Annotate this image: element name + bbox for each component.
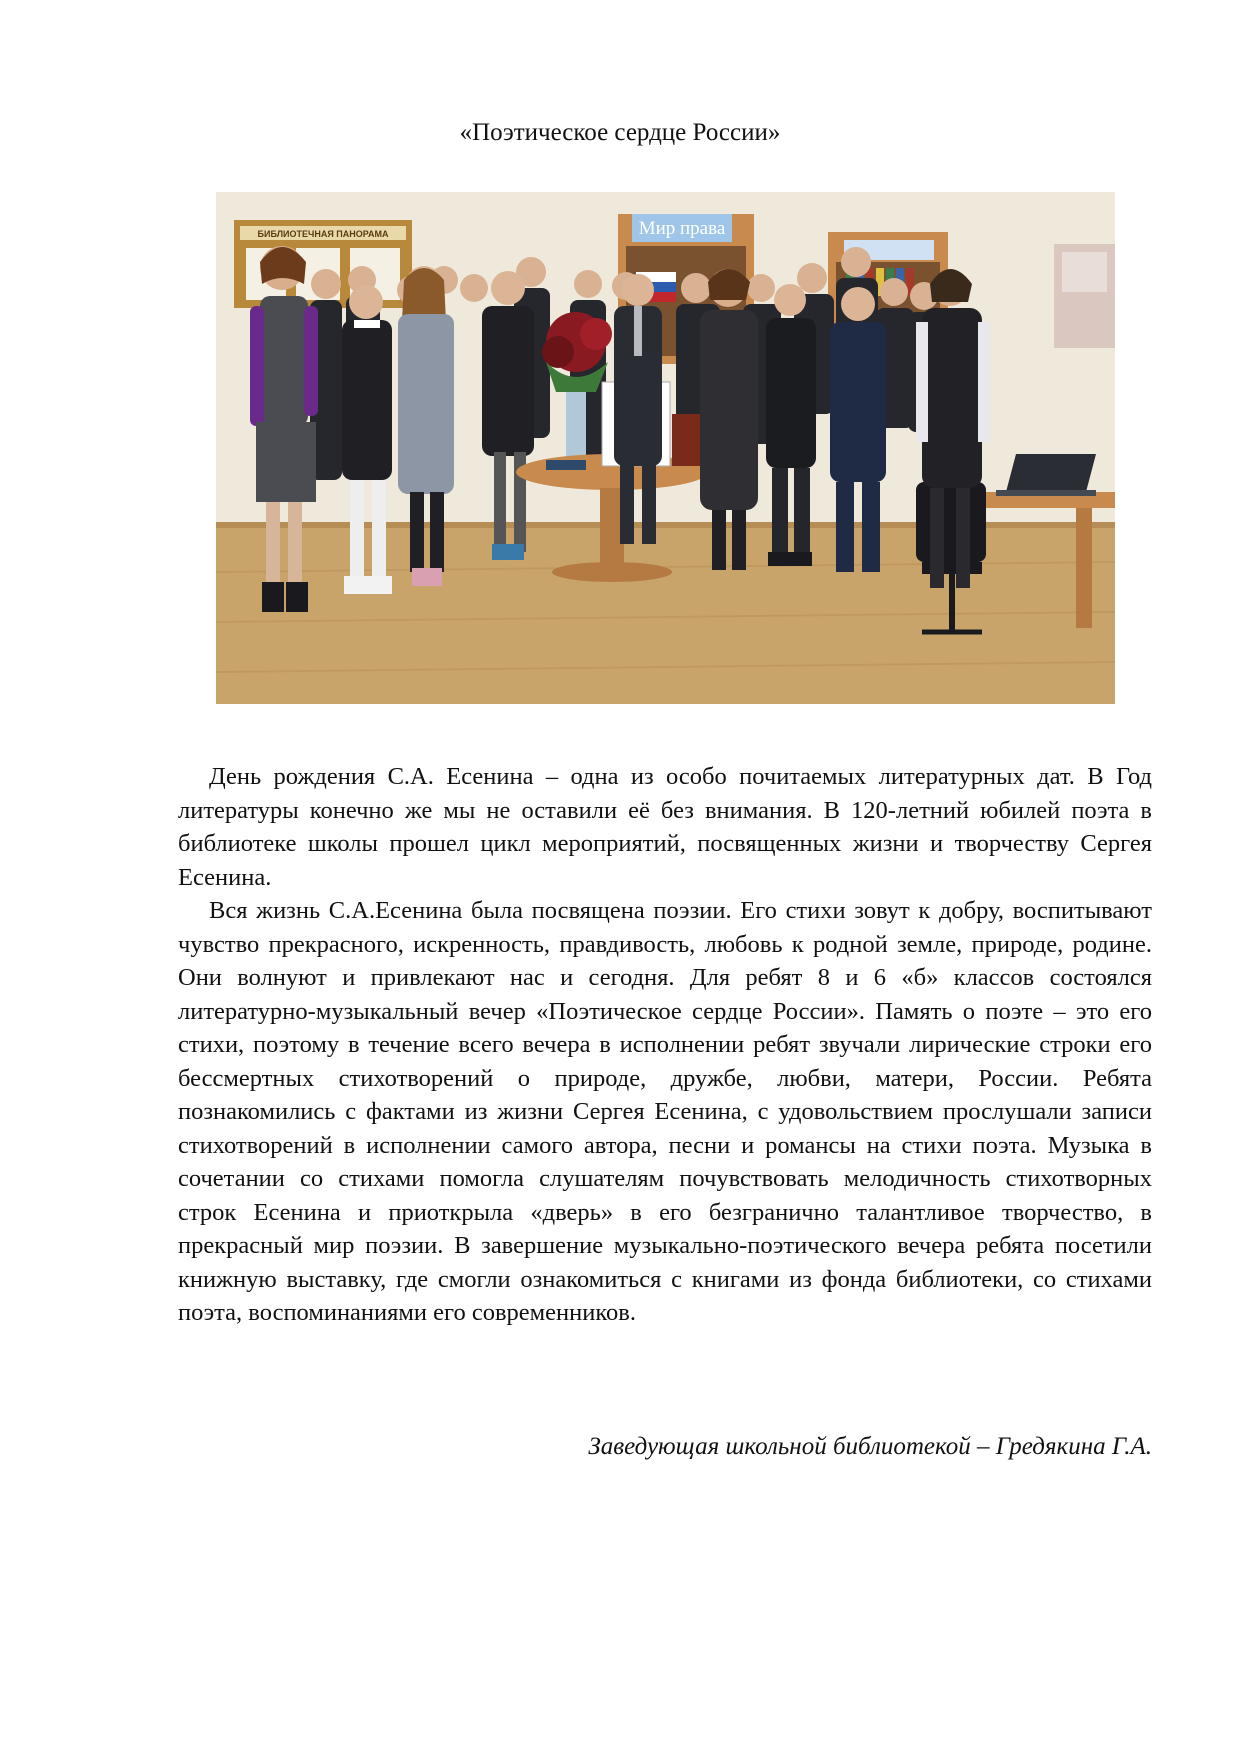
author-signature: Заведующая школьной библиотекой – Гредякина Г.А. bbox=[588, 1433, 1152, 1460]
document-title: «Поэтическое сердце России» bbox=[459, 119, 781, 146]
board-text: БИБЛИОТЕЧНАЯ ПАНОРАМА bbox=[257, 229, 389, 239]
photo-illustration bbox=[216, 192, 1115, 704]
paragraph-2: Вся жизнь С.А.Есенина была посвящена поэзии. Его стихи зовут к добру, воспитывают чувство прекрасного, искренность, правдивость, любовь к родной земле, природе, родине. Они волнуют и привлекают нас и сегодня. Для ребят 8 и 6 «б» классов состоялся литературно-музыкальный вечер «Поэтическое сердце России». Память о поэте – это его стихи, поэтому в течение всего вечера в исполнении ребят звучали лирические строки его бессмертных стихотворений о природе, дружбе, любви, матери, России. Ребята познакомились с фактами из жизни Сергея Есенина, с удовольствием прослушали записи стихотворений в исполнении самого автора, песни и романсы на стихи поэта. Музыка в сочетании со стихами помогла слушателям почувствовать мелодичность стихотворных строк Есенина и приоткрыла «дверь» в его безгранично талантливое творчество, в прекрасный мир поэзии. В завершение музыкально-поэтического вечера ребята посетили книжную выставку, где смогли ознакомиться с книгами из фонда библиотеки, со стихами поэта, воспоминаниями его современников. bbox=[178, 897, 1152, 1326]
article-body bbox=[178, 760, 1152, 1330]
paragraph-1: День рождения С.А. Есенина – одна из особо почитаемых литературных дат. В Год литературы конечно же мы не оставили её без внимания. В 120-летний юбилей поэта в библиотеке школы прошел цикл мероприятий, посвященных жизни и творчеству Сергея Есенина. bbox=[178, 763, 1152, 891]
group-photo bbox=[216, 192, 1115, 704]
shelf-sign: Мир права bbox=[638, 218, 726, 239]
